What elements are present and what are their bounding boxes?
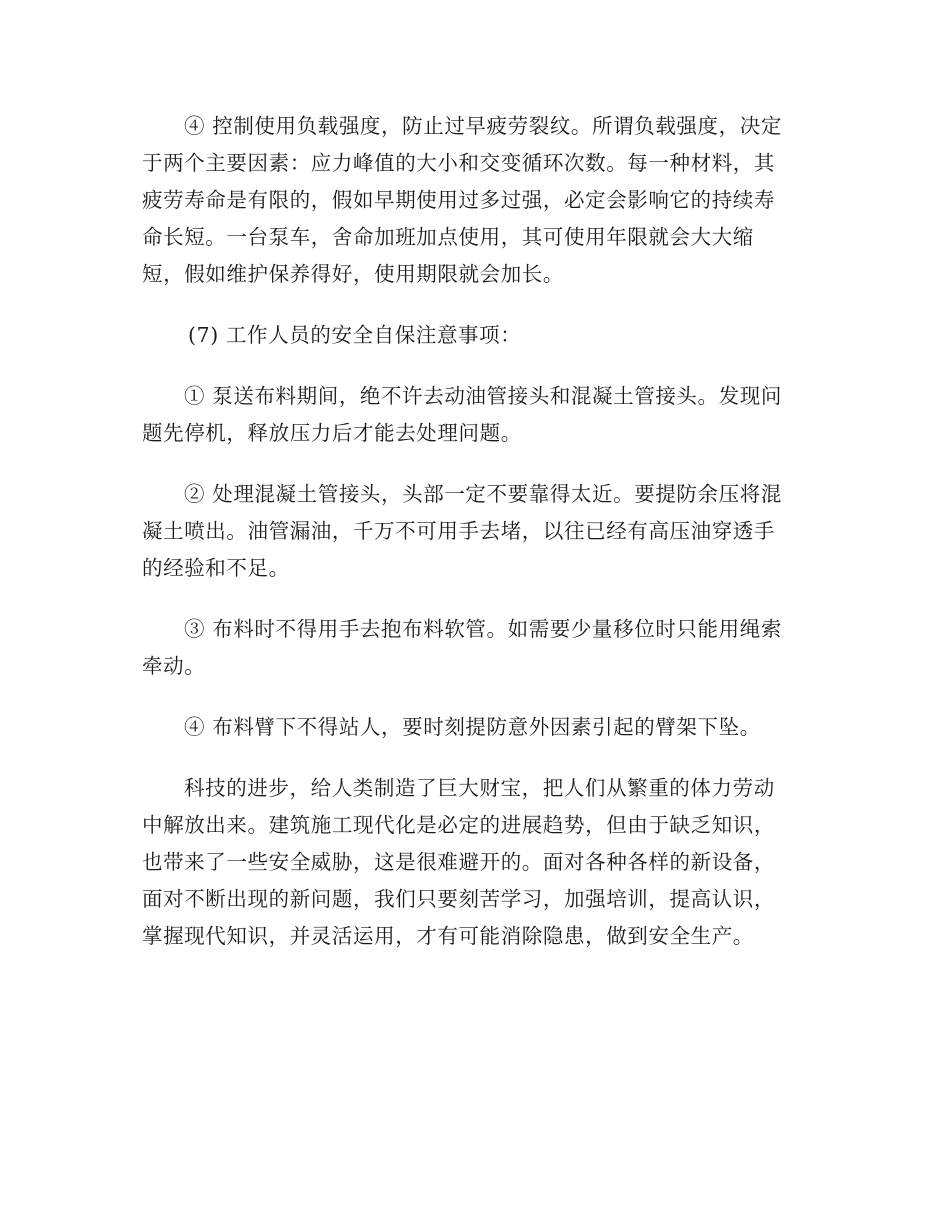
text-line: ③ 布料时不得用手去抱布料软管。如需要少量移位时只能用绳索 bbox=[184, 617, 782, 641]
text-line: ① 泵送布料期间，绝不许去动油管接头和混凝土管接头。发现问 bbox=[184, 384, 782, 408]
text-line: 凝土喷出。油管漏油，千万不可用手去堵，以往已经有高压油穿透手 bbox=[142, 519, 775, 543]
paragraph-boom bbox=[142, 709, 810, 746]
paragraph-concrete-joint bbox=[142, 476, 810, 587]
text-line: 掌握现代知识，并灵活运用，才有可能消除隐患，做到安全生产。 bbox=[142, 924, 754, 948]
text-line: ④ 控制使用负载强度，防止过早疲劳裂纹。所谓负载强度，决定 bbox=[184, 114, 782, 138]
text-line: ④ 布料臂下不得站人，要时刻提防意外因素引起的臂架下坠。 bbox=[184, 715, 761, 739]
section-heading-safety bbox=[142, 317, 810, 354]
text-line: 面对不断出现的新问题，我们只要刻苦学习，加强培训，提高认识， bbox=[142, 887, 775, 911]
text-line: 疲劳寿命是有限的，假如早期使用过多过强，必定会影响它的持续寿 bbox=[142, 188, 775, 212]
paragraph-pumping-joints bbox=[142, 378, 810, 452]
text-line: 也带来了一些安全威胁，这是很难避开的。面对各种各样的新设备， bbox=[142, 850, 775, 874]
document-page bbox=[142, 108, 810, 979]
text-line: 牵动。 bbox=[142, 654, 206, 678]
text-line: 于两个主要因素：应力峰值的大小和交变循环次数。每一种材料，其 bbox=[142, 151, 775, 175]
text-line: 命长短。一台泵车，舍命加班加点使用，其可使用年限就会大大缩 bbox=[142, 225, 754, 249]
text-line: 题先停机，释放压力后才能去处理问题。 bbox=[142, 421, 522, 445]
text-line: 短，假如维护保养得好，使用期限就会加长。 bbox=[142, 262, 564, 286]
paragraph-hose bbox=[142, 611, 810, 685]
paragraph-conclusion bbox=[142, 770, 810, 955]
text-line: 科技的进步，给人类制造了巨大财宝，把人们从繁重的体力劳动 bbox=[184, 776, 775, 800]
text-line: ② 处理混凝土管接头，头部一定不要靠得太近。要提防余压将混 bbox=[184, 482, 782, 506]
text-line: 的经验和不足。 bbox=[142, 556, 290, 580]
text-line: (7) 工作人员的安全自保注意事项： bbox=[188, 323, 522, 347]
paragraph-load-intensity bbox=[142, 108, 810, 293]
text-line: 中解放出来。建筑施工现代化是必定的进展趋势，但由于缺乏知识， bbox=[142, 813, 775, 837]
